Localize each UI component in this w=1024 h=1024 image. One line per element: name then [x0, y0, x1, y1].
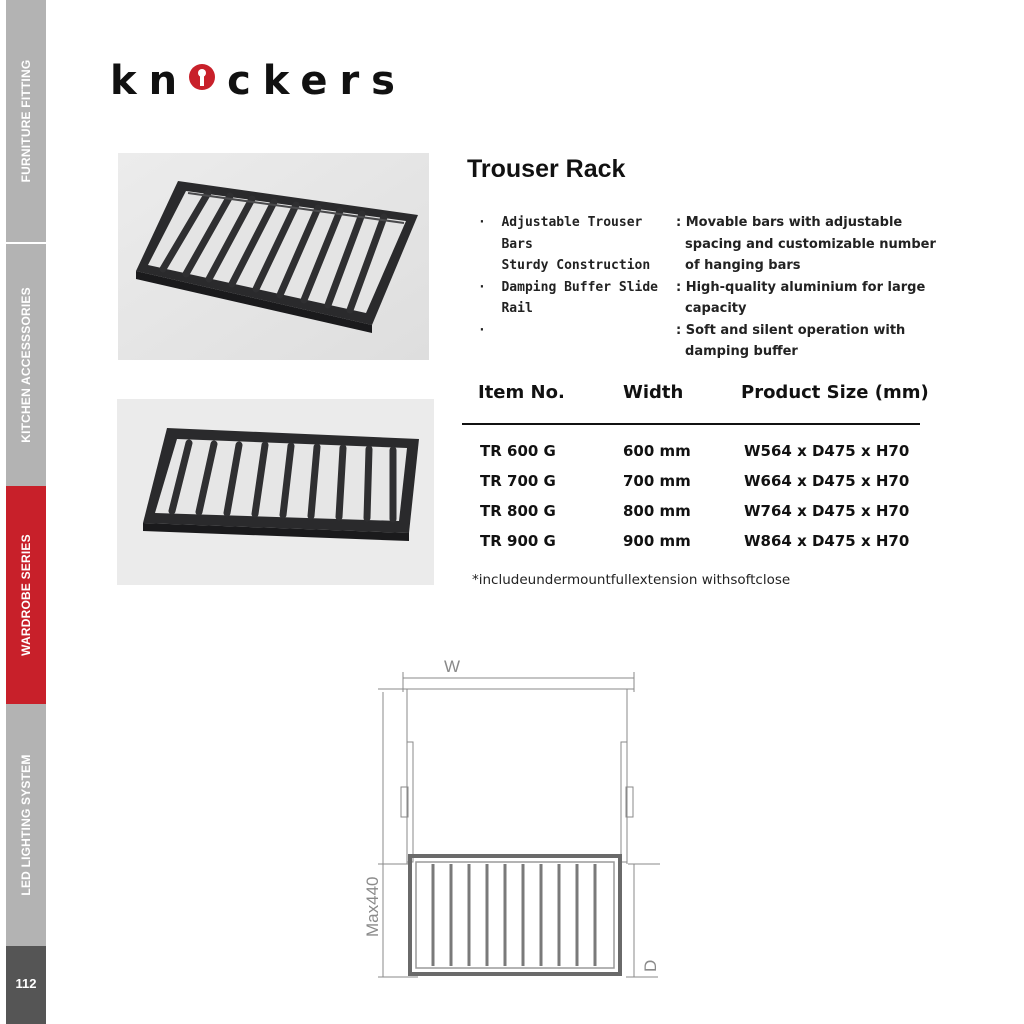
cell-product-size: W664 x D475 x H70: [744, 472, 910, 490]
tab-label: WARDROBE SERIES: [19, 534, 33, 656]
dimension-drawing: [358, 632, 660, 982]
description-line: spacing and customizable number: [676, 236, 936, 252]
feature-line: · Damping Buffer Slide: [478, 279, 659, 295]
technical-drawing-svg: [358, 632, 660, 982]
cell-width: 700 mm: [623, 472, 691, 490]
cell-product-size: W564 x D475 x H70: [744, 442, 910, 460]
brand-logo: [110, 58, 407, 104]
tab-label: FURNITURE FITTING: [19, 59, 33, 183]
table-row: [0, 442, 1024, 472]
feature-line: Rail: [478, 301, 533, 316]
feature-line: Bars: [478, 236, 533, 252]
table-header-item-no: Item No.: [478, 382, 565, 403]
feature-line: · Adjustable Trouser: [478, 215, 643, 230]
cell-item-no: TR 800 G: [480, 502, 556, 520]
cell-product-size: W764 x D475 x H70: [744, 502, 910, 520]
trouser-rack-image: [118, 153, 429, 360]
description-line: of hanging bars: [676, 258, 801, 273]
keyhole-icon: [189, 64, 215, 94]
feature-list: [478, 212, 658, 341]
description-line: damping buffer: [676, 344, 798, 359]
page-number-box: [6, 946, 46, 1024]
tab-furniture-fitting[interactable]: [6, 0, 46, 242]
cell-product-size: W864 x D475 x H70: [744, 532, 910, 550]
description-line: capacity: [676, 301, 747, 316]
cell-item-no: TR 600 G: [480, 442, 556, 460]
cell-item-no: TR 700 G: [480, 472, 556, 490]
label-w: W: [444, 657, 461, 676]
table-header-rule: [462, 423, 920, 425]
product-photo-angled: [118, 153, 429, 360]
label-max-height: Max440: [363, 876, 382, 937]
footnote: *includeundermountfullextension withsoftclose: [472, 572, 791, 588]
feature-descriptions: [676, 212, 936, 363]
tab-label: LED LIGHTING SYSTEM: [19, 754, 33, 896]
label-d: D: [641, 959, 660, 972]
description-line: : Soft and silent operation with: [676, 322, 906, 338]
logo-text-end: ckers: [227, 58, 407, 104]
table-row: [0, 502, 1024, 532]
table-row: [0, 532, 1024, 562]
description-line: : Movable bars with adjustable: [676, 215, 903, 230]
description-line: : High-quality aluminium for large: [676, 279, 926, 295]
logo-text-start: kn: [110, 58, 190, 104]
table-header-product-size: Product Size (mm): [741, 382, 929, 403]
cell-item-no: TR 900 G: [480, 532, 556, 550]
page-number: 112: [15, 976, 37, 991]
cell-width: 900 mm: [623, 532, 691, 550]
cell-width: 600 mm: [623, 442, 691, 460]
table-row: [0, 472, 1024, 502]
feature-line: ·: [478, 322, 486, 338]
feature-line: Sturdy Construction: [478, 258, 651, 273]
cell-width: 800 mm: [623, 502, 691, 520]
table-header-width: Width: [623, 382, 684, 403]
tab-led-lighting-system[interactable]: [6, 704, 46, 946]
product-title: Trouser Rack: [467, 155, 626, 183]
tab-label: KITCHEN ACCESSSORIES: [19, 287, 33, 443]
